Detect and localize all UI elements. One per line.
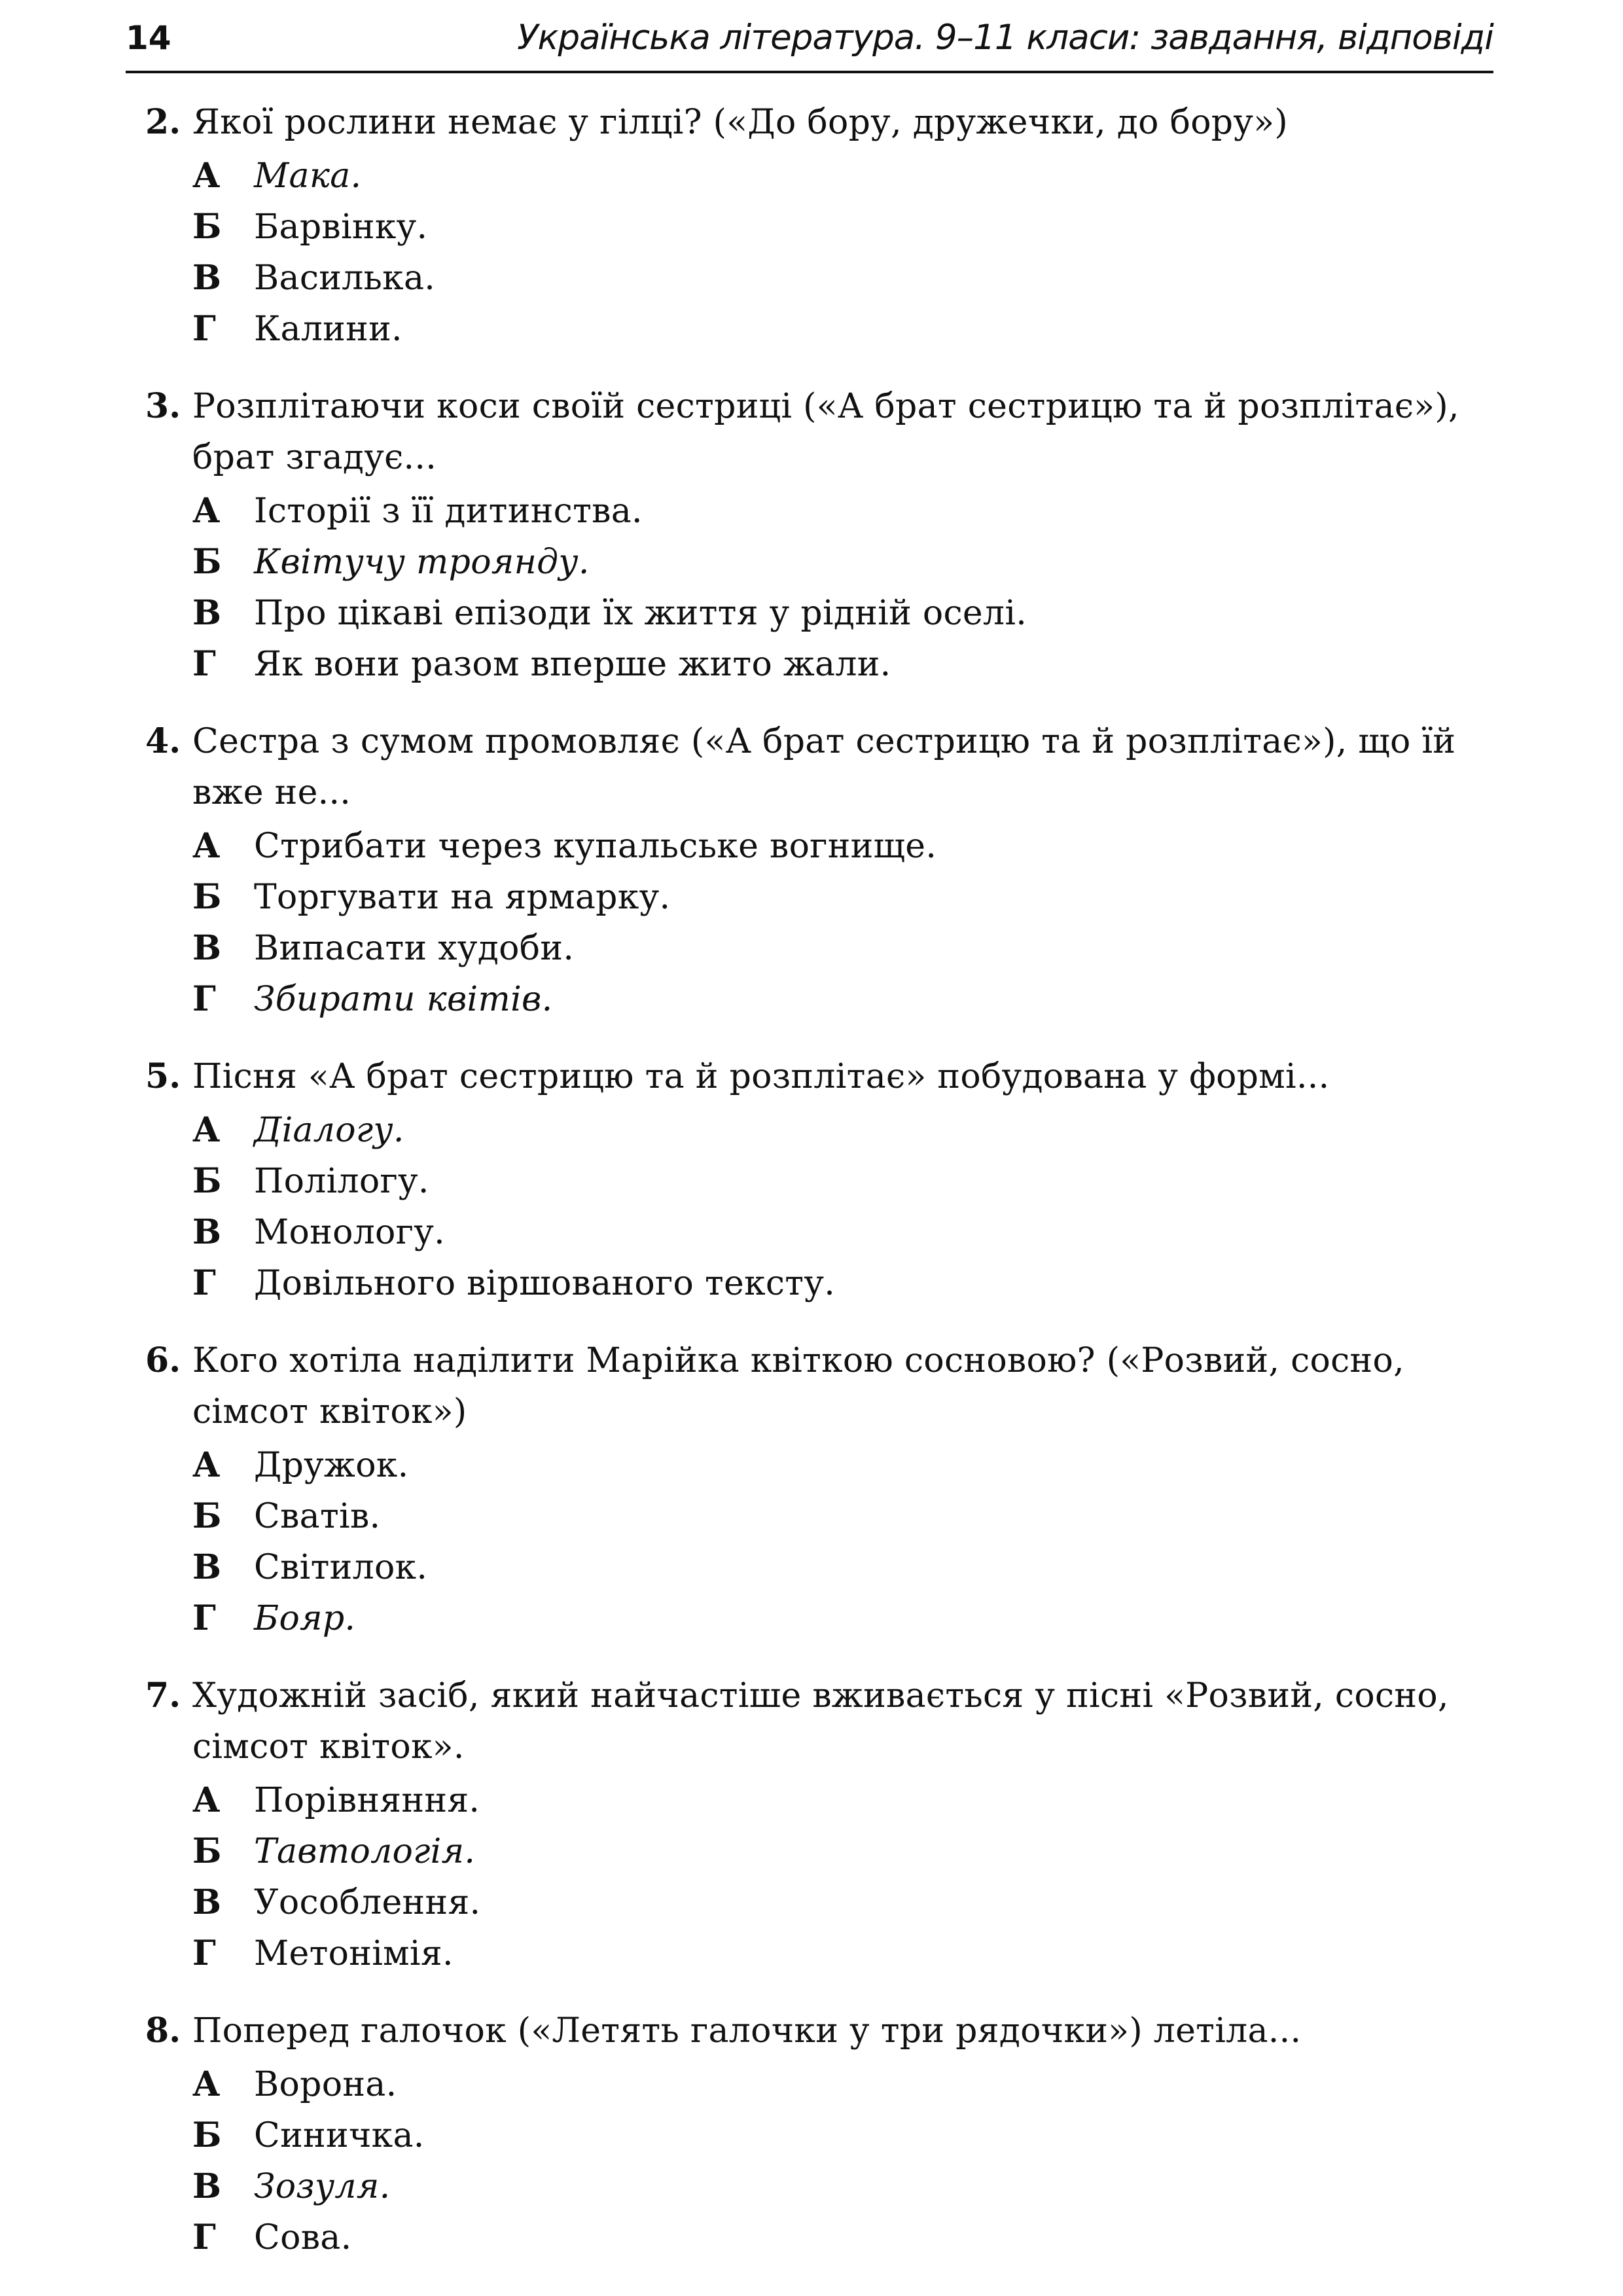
- option-text: Довільного віршованого тексту.: [254, 1264, 836, 1303]
- option-text: Про цікаві епізоди їх життя у рідній оселі.: [254, 594, 1027, 633]
- answer-option-b: [192, 537, 1493, 588]
- answer-option-b: [192, 202, 1493, 253]
- question-number: 5.: [145, 1056, 181, 1096]
- option-letter: Г: [192, 644, 217, 684]
- option-text: Збирати квітів.: [254, 980, 553, 1019]
- option-text: Зозуля.: [254, 2167, 391, 2206]
- question-2: [145, 97, 1493, 355]
- answer-options: [192, 1440, 1493, 1644]
- option-text: Мака.: [254, 156, 362, 196]
- answer-option-v: [192, 923, 1493, 974]
- answer-option-h: [192, 639, 1493, 690]
- answer-option-b: [192, 1491, 1493, 1542]
- question-8: [145, 2005, 1493, 2263]
- option-text: Діалогу.: [254, 1111, 404, 1150]
- answer-option-h: [192, 1258, 1493, 1309]
- answer-option-v: [192, 1877, 1493, 1928]
- answer-option-v: [192, 588, 1493, 639]
- option-letter: А: [192, 491, 221, 531]
- option-text: Порівняння.: [254, 1781, 480, 1820]
- answer-option-b: [192, 2110, 1493, 2161]
- answer-options: [192, 1775, 1493, 1979]
- question-7: [145, 1670, 1493, 1979]
- option-text: Василька.: [254, 259, 436, 298]
- answer-option-a: [192, 2059, 1493, 2110]
- option-text: Ворона.: [254, 2065, 397, 2104]
- question-text: Поперед галочок («Летять галочки у три рядочки») летіла...: [192, 2011, 1302, 2051]
- answer-option-b: [192, 1156, 1493, 1207]
- answer-option-v: [192, 1207, 1493, 1258]
- option-text: Барвінку.: [254, 207, 428, 247]
- option-letter: А: [192, 1445, 221, 1485]
- answer-option-v: [192, 2161, 1493, 2212]
- option-text: Стрибати через купальське вогнище.: [254, 827, 937, 866]
- option-text: Синичка.: [254, 2116, 425, 2155]
- answer-option-h: [192, 1593, 1493, 1644]
- question-number: 7.: [145, 1676, 181, 1715]
- answer-options: [192, 2059, 1493, 2263]
- page-header: [126, 14, 1493, 73]
- question-number: 2.: [145, 102, 181, 142]
- question-text: Розплітаючи коси своїй сестриці («А брат сестрицю та й розплітає»), брат згадує...: [192, 387, 1459, 477]
- option-letter: Г: [192, 979, 217, 1019]
- option-text: Монологу.: [254, 1213, 445, 1252]
- question-3: [145, 381, 1493, 690]
- answer-option-h: [192, 2212, 1493, 2263]
- option-text: Торгувати на ярмарку.: [254, 878, 671, 917]
- option-letter: Г: [192, 1598, 217, 1638]
- option-letter: Б: [192, 1161, 222, 1201]
- option-text: Світилок.: [254, 1548, 428, 1587]
- answer-options: [192, 486, 1493, 690]
- answer-options: [192, 1105, 1493, 1309]
- option-letter: Б: [192, 1496, 222, 1536]
- option-letter: А: [192, 156, 221, 196]
- answer-option-h: [192, 1928, 1493, 1979]
- option-letter: А: [192, 1780, 221, 1820]
- option-letter: В: [192, 1212, 222, 1252]
- question-5: [145, 1051, 1493, 1309]
- question-list: [145, 97, 1493, 2289]
- running-title: Українська література. 9–11 класи: завдання, відповіді: [517, 18, 1493, 58]
- answer-options: [192, 821, 1493, 1025]
- option-letter: В: [192, 258, 222, 298]
- question-text: Сестра з сумом промовляє («А брат сестрицю та й розплітає»), що їй вже не...: [192, 722, 1456, 812]
- answer-option-a: [192, 1775, 1493, 1826]
- question-text: Кого хотіла наділити Марійка квіткою сосновою? («Розвий, сосно, сімсот квіток»): [192, 1341, 1404, 1431]
- option-letter: Г: [192, 1933, 217, 1973]
- answer-option-b: [192, 1826, 1493, 1877]
- answer-option-v: [192, 1542, 1493, 1593]
- answer-option-v: [192, 253, 1493, 304]
- question-number: 8.: [145, 2011, 181, 2051]
- option-text: Дружок.: [254, 1446, 409, 1485]
- option-text: Випасати худоби.: [254, 929, 575, 968]
- option-text: Калини.: [254, 310, 402, 349]
- question-text: Якої рослини немає у гілці? («До бору, дружечки, до бору»): [192, 103, 1288, 142]
- question-number: 4.: [145, 721, 181, 761]
- option-letter: В: [192, 2166, 222, 2206]
- option-letter: А: [192, 2064, 221, 2104]
- option-letter: А: [192, 1110, 221, 1150]
- option-letter: Г: [192, 2217, 217, 2257]
- option-letter: Б: [192, 877, 222, 917]
- option-text: Сватів.: [254, 1497, 381, 1536]
- option-text: Як вони разом вперше жито жали.: [254, 645, 891, 684]
- option-letter: А: [192, 826, 221, 866]
- option-letter: В: [192, 593, 222, 633]
- option-letter: Г: [192, 309, 217, 349]
- question-text: Пісня «А брат сестрицю та й розплітає» побудована у формі...: [192, 1057, 1330, 1096]
- option-text: Уособлення.: [254, 1883, 481, 1922]
- answer-option-b: [192, 872, 1493, 923]
- option-letter: Г: [192, 1263, 217, 1303]
- answer-option-h: [192, 304, 1493, 355]
- question-4: [145, 716, 1493, 1025]
- option-text: Метонімія.: [254, 1934, 454, 1973]
- answer-option-a: [192, 486, 1493, 537]
- answer-option-a: [192, 151, 1493, 202]
- option-text: Сова.: [254, 2218, 352, 2257]
- option-letter: В: [192, 1547, 222, 1587]
- question-text: Художній засіб, який найчастіше вживається у пісні «Розвий, сосно, сімсот квіток».: [192, 1676, 1449, 1767]
- option-text: Бояр.: [254, 1599, 356, 1638]
- answer-option-a: [192, 1105, 1493, 1156]
- option-text: Історії з її дитинства.: [254, 492, 643, 531]
- answer-options: [192, 151, 1493, 355]
- question-number: 6.: [145, 1340, 181, 1380]
- answer-option-h: [192, 974, 1493, 1025]
- option-letter: В: [192, 928, 222, 968]
- question-6: [145, 1335, 1493, 1644]
- option-letter: Б: [192, 2115, 222, 2155]
- option-letter: Б: [192, 542, 222, 582]
- option-text: Тавтологія.: [254, 1832, 476, 1871]
- question-number: 3.: [145, 386, 181, 426]
- option-letter: Б: [192, 207, 222, 247]
- option-text: Полілогу.: [254, 1162, 429, 1201]
- answer-option-a: [192, 1440, 1493, 1491]
- page-number: 14: [126, 19, 171, 57]
- option-letter: В: [192, 1882, 222, 1922]
- answer-option-a: [192, 821, 1493, 872]
- option-letter: Б: [192, 1831, 222, 1871]
- option-text: Квітучу троянду.: [254, 543, 590, 582]
